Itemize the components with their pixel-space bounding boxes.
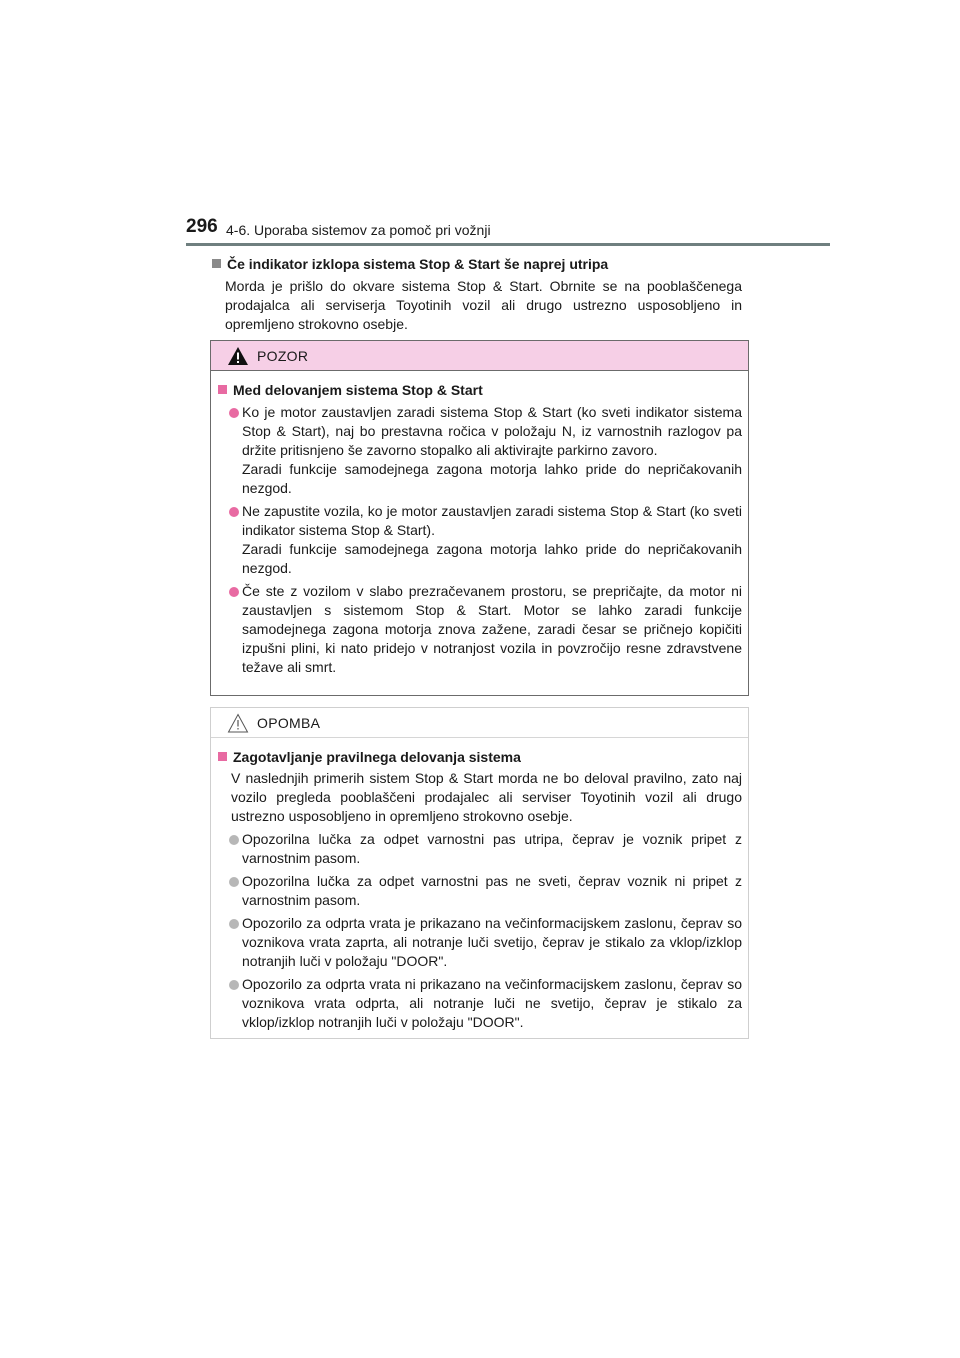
- bullet-extra: Zaradi funkcije samodejnega zagona motorja lahko pride do nepričakovanih nezgod.: [242, 541, 742, 576]
- warning-triangle-icon: [227, 346, 249, 366]
- bullet-text: Opozorilna lučka za odpet varnostni pas ne sveti, čeprav voznik ni pripet z varnostnim pasom.: [242, 873, 742, 908]
- header-rule: [186, 243, 830, 246]
- bullet-dot-icon: [229, 980, 239, 990]
- note-title: Zagotavljanje pravilnega delovanja sistema: [233, 749, 521, 765]
- note-bullet: [218, 830, 742, 868]
- warning-box: [210, 340, 749, 696]
- square-bullet-icon: [218, 752, 227, 761]
- intro-heading: [212, 255, 742, 273]
- bullet-dot-icon: [229, 507, 239, 517]
- bullet-text: Če ste z vozilom v slabo prezračevanem prostoru, se prepričajte, da motor ni zaustavljen s sistemom Stop & Start. Motor se lahko zaradi funkcije samodejnega zagona motorja znova zažene, zaradi česar se pričnejo kopičiti izpušni plini, ki nato pridejo v notranjost vozila in povzročijo resne zdravstvene težave ali smrt.: [242, 583, 742, 675]
- square-bullet-icon: [212, 259, 221, 268]
- note-box: [210, 707, 749, 1039]
- chapter-title: 4-6. Uporaba sistemov za pomoč pri vožnji: [226, 222, 491, 238]
- note-bullet: [218, 914, 742, 971]
- warning-header: [211, 341, 748, 371]
- bullet-dot-icon: [229, 835, 239, 845]
- warning-bullet: [218, 403, 742, 498]
- note-bullet: [218, 975, 742, 1032]
- bullet-dot-icon: [229, 877, 239, 887]
- note-body: [211, 738, 748, 1032]
- bullet-extra: Zaradi funkcije samodejnega zagona motorja lahko pride do nepričakovanih nezgod.: [242, 461, 742, 496]
- note-bullet: [218, 872, 742, 910]
- bullet-text: Ko je motor zaustavljen zaradi sistema Stop & Start (ko sveti indikator sistema Stop & Start), naj bo prestavna ročica v položaju N, iz varnostnih razlogov pa držite pritisnjeno še zavorno stopalko ali aktivirajte parkirno zavoro.: [242, 404, 742, 458]
- intro-title: Če indikator izklopa sistema Stop & Start še naprej utripa: [227, 256, 609, 272]
- intro-text: Morda je prišlo do okvare sistema Stop & Start. Obrnite se na pooblaščenega prodajalca ali serviserja Toyotinih vozil ali drugo ustrezno usposobljeno in opremljeno strokovno osebje.: [225, 278, 742, 332]
- warning-title: Med delovanjem sistema Stop & Start: [233, 382, 483, 398]
- warning-heading: [218, 381, 742, 399]
- bullet-text: Opozorilna lučka za odpet varnostni pas utripa, čeprav je voznik pripet z varnostnim pasom.: [242, 831, 742, 866]
- note-intro: V naslednjih primerih sistem Stop & Start morda ne bo deloval pravilno, zato naj vozilo pregleda pooblaščeni prodajalec ali serviser Toyotinih vozil ali drugo ustrezno usposobljeno in opremljeno strokovno osebje.: [231, 770, 742, 824]
- note-heading: [218, 748, 742, 766]
- bullet-dot-icon: [229, 408, 239, 418]
- warning-bullet: [218, 502, 742, 578]
- caution-outline-icon: [227, 713, 249, 733]
- note-header: [211, 708, 748, 738]
- bullet-text: Ne zapustite vozila, ko je motor zaustavljen zaradi sistema Stop & Start (ko sveti indikator sistema Stop & Start).: [242, 503, 742, 538]
- page-number: 296: [186, 216, 218, 237]
- warning-body: [211, 371, 748, 677]
- bullet-dot-icon: [229, 919, 239, 929]
- warning-bullet: [218, 582, 742, 677]
- bullet-text: Opozorilo za odprta vrata je prikazano na večinformacijskem zaslonu, čeprav so voznikova vrata zaprta, ali notranje luči svetijo, čeprav je stikalo za vklop/izklop notranjih luči v položaju "DOOR".: [242, 915, 742, 969]
- note-label: OPOMBA: [257, 715, 321, 731]
- square-bullet-icon: [218, 385, 227, 394]
- bullet-dot-icon: [229, 587, 239, 597]
- intro-section: [212, 255, 742, 334]
- warning-label: POZOR: [257, 348, 309, 364]
- bullet-text: Opozorilo za odprta vrata ni prikazano na večinformacijskem zaslonu, čeprav so voznikova vrata odprta, ali notranje luči ne svetijo, čeprav je stikalo za vklop/izklop notranjih luči v položaju "DOOR".: [242, 976, 742, 1030]
